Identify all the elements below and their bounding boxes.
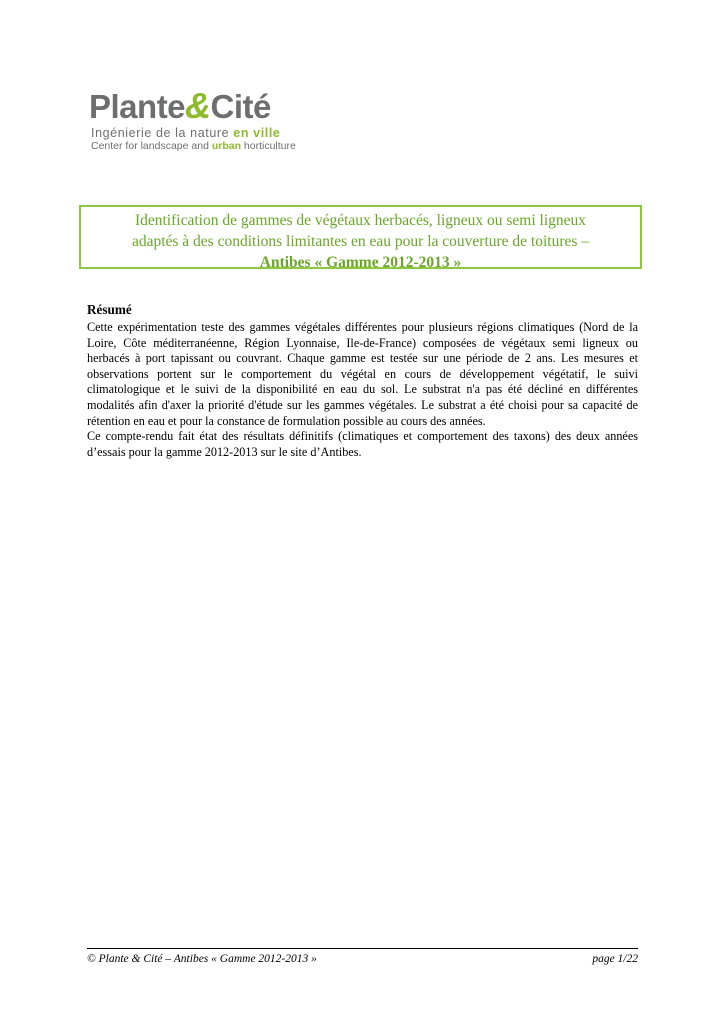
document-title-box [79, 205, 642, 269]
title-line-3: Antibes « Gamme 2012-2013 » [259, 254, 462, 271]
logo-word-cite: Cité [210, 88, 271, 125]
footer-divider [87, 948, 638, 949]
abstract-heading: Résumé [87, 302, 132, 317]
logo-tagline-accent: en ville [233, 126, 281, 140]
logo-ampersand: & [185, 85, 211, 126]
logo-word-plante: Plante [89, 88, 186, 125]
logo-subline-accent: urban [211, 140, 241, 152]
abstract-paragraph-1: Cette expérimentation teste des gammes végétales différentes pour plusieurs régions climatiques (Nord de la Loire, Côte méditerranéenne, Région Lyonnaise, Ile-de-France) composées de végétaux semi ligneux ou herbacés à port tapissant ou couvrant. Chaque gamme est testée sur une période de 2 ans. Les mesures et observations portent sur le comportement du végétal en cours de développement végétatif, le suivi climatologique et le suivi de la disponibilité en eau du sol. Le substrat n'a pas été décliné en différentes modalités afin d'axer la priorité d'étude sur les gammes végétales. Le substrat a été choisi pour sa capacité de rétention en eau et pour la constance de formulation possible au cours des années. [87, 320, 638, 428]
title-line-1: Identification de gammes de végétaux herbacés, ligneux ou semi ligneux [134, 212, 587, 229]
logo-wordmark [89, 86, 271, 126]
footer-page-number: page 1/22 [592, 953, 638, 965]
logo-tagline [91, 126, 280, 140]
abstract-section [87, 302, 638, 460]
logo-subline-pre: Center for landscape and [91, 140, 212, 152]
abstract-paragraph-2: Ce compte-rendu fait état des résultats définitifs (climatiques et comportement des taxons) des deux années d’essais pour la gamme 2012-2013 sur le site d’Antibes. [87, 429, 638, 459]
logo-tagline-main: Ingénierie de la nature [91, 126, 234, 140]
footer-source: © Plante & Cité – Antibes « Gamme 2012-2013 » [87, 953, 317, 965]
logo-subline [91, 140, 296, 152]
logo-subline-post: horticulture [241, 140, 296, 152]
plante-et-cite-logo [89, 86, 319, 156]
title-line-2: adaptés à des conditions limitantes en eau pour la couverture de toitures – [131, 233, 590, 250]
